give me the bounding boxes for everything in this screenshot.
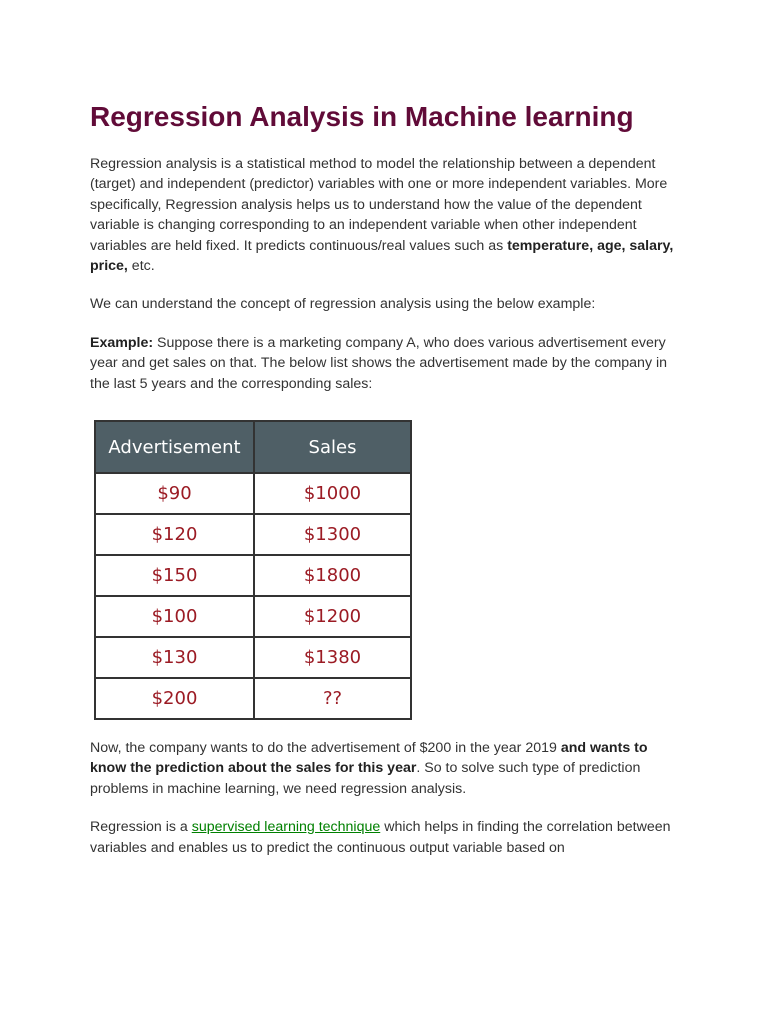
example-label: Example: — [90, 334, 154, 351]
advertisement-cell: $130 — [95, 637, 254, 678]
intro-tail: etc. — [127, 258, 155, 275]
regression-text: Regression is a — [90, 819, 192, 836]
table-row — [95, 473, 411, 514]
prediction-bold: and wants to know the prediction about the sales for this year — [90, 740, 648, 777]
intro-text: Regression analysis is a statistical method to model the relationship between a dependent (target) and independent (predictor) variables with one or more independent variables. More specifically, Regression analysis helps us to understand how the value of the dependent variable is changing corresponding to an independent variable when other independent variables are held fixed. It predicts continuous/real values such as — [90, 156, 668, 254]
example-paragraph — [90, 333, 680, 394]
example-text: Suppose there is a marketing company A, who does various advertisement every year and get sales on that. The below list shows the advertisement made by the company in the last 5 years and the corresponding sales: — [90, 334, 668, 392]
advertisement-sales-table-figure — [94, 420, 412, 720]
sales-cell: $1300 — [254, 514, 411, 555]
prediction-paragraph — [90, 738, 680, 799]
sales-cell: $1380 — [254, 637, 411, 678]
header-sales: Sales — [254, 421, 411, 473]
sales-cell: $1200 — [254, 596, 411, 637]
advertisement-cell: $90 — [95, 473, 254, 514]
advertisement-sales-table — [94, 420, 412, 720]
sales-cell: $1800 — [254, 555, 411, 596]
advertisement-cell: $100 — [95, 596, 254, 637]
concept-paragraph: We can understand the concept of regression analysis using the below example: — [90, 296, 596, 313]
sales-cell: ?? — [254, 678, 411, 719]
table-row — [95, 514, 411, 555]
regression-tail: which helps in finding the correlation between variables and enables us to predict the continuous output variable based on — [90, 819, 671, 856]
prediction-tail: . So to solve such type of prediction problems in machine learning, we need regression analysis. — [90, 760, 641, 797]
table-row — [95, 596, 411, 637]
advertisement-cell: $150 — [95, 555, 254, 596]
table-row — [95, 678, 411, 719]
intro-bold-examples: temperature, age, salary, price, — [90, 237, 674, 275]
table-header-row — [95, 421, 411, 473]
intro-paragraph — [90, 154, 680, 276]
prediction-text: Now, the company wants to do the advertisement of $200 in the year 2019 — [90, 740, 561, 757]
table-row — [95, 637, 411, 678]
sales-cell: $1000 — [254, 473, 411, 514]
supervised-learning-link[interactable]: supervised learning technique — [191, 819, 381, 836]
regression-paragraph — [90, 817, 680, 858]
advertisement-cell: $120 — [95, 514, 254, 555]
page-title: Regression Analysis in Machine learning — [90, 101, 634, 132]
header-advertisement: Advertisement — [95, 421, 254, 473]
table-row — [95, 555, 411, 596]
advertisement-cell: $200 — [95, 678, 254, 719]
article — [90, 98, 680, 858]
